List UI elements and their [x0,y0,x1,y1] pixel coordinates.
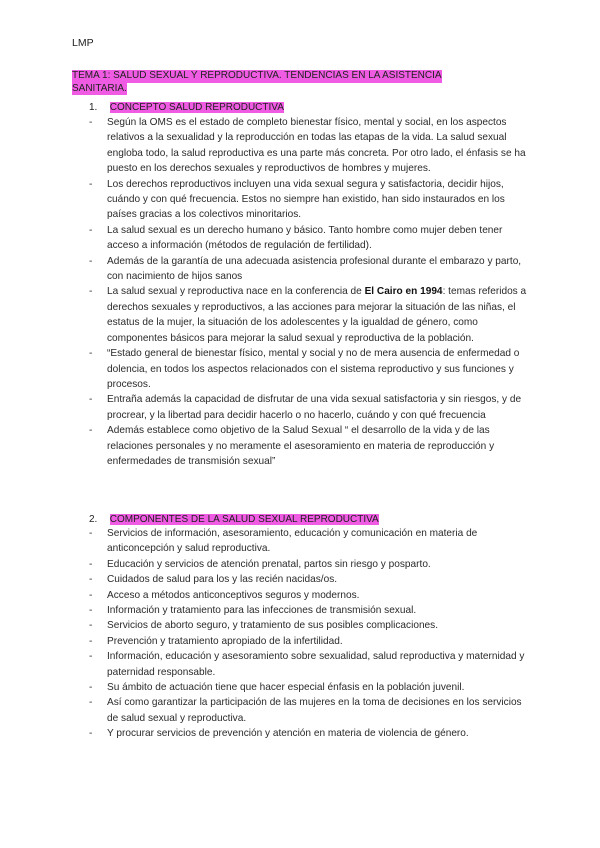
list-item [89,254,529,285]
bullet-dash: - [89,728,93,740]
list-item [89,423,529,469]
list-item [89,634,529,649]
list-item [89,223,529,254]
bullet-dash: - [89,697,93,709]
bullet-dash: - [89,635,93,647]
bullet-dash: - [89,651,93,663]
list-item-text: Información, educación y asesoramiento sobre sexualidad, salud reproductiva y maternidad y paternidad responsable. [107,651,525,678]
bullet-dash: - [89,605,93,617]
list-item-text: Prevención y tratamiento apropiado de la infertilidad. [107,635,343,647]
bullet-dash: - [89,574,93,586]
list-item-text: “Estado general de bienestar físico, mental y social y no de mera ausencia de enfermedad o dolencia, en todos los aspectos relacionados con el sistema reproductivo y sus funciones y procesos. [107,348,520,390]
list-item [89,115,529,177]
list-item [89,177,529,223]
list-item [89,726,529,741]
bullet-dash: - [89,620,93,632]
title-line-2: SANITARIA. [72,82,127,94]
list-item-text-after: : temas referidos a derechos sexuales y reproductivos, a las acciones para mejorar la situación de las niñas, el estatus de la mujer, la situación de los adolescentes y la igualdad de género, como componentes básicos para mejorar la salud sexual y reproductiva de la población. [107,286,527,344]
section-2-title: COMPONENTES DE LA SALUD SEXUAL REPRODUCTIVA [109,514,379,525]
list-item-text: Y procurar servicios de prevención y atención en materia de violencia de género. [107,728,469,740]
list-item [89,346,529,392]
section-2-number: 2. [89,514,98,525]
bullet-dash: - [89,255,93,267]
document-title [72,70,492,95]
list-item-text: Acceso a métodos anticonceptivos seguros y modernos. [107,589,360,601]
list-item [89,680,529,695]
bullet-dash: - [89,425,93,437]
list-item-text: Así como garantizar la participación de las mujeres en la toma de decisiones en los servicios de salud sexual y reproductiva. [107,697,522,724]
section-1-number: 1. [89,102,98,113]
list-item [89,572,529,587]
bullet-dash: - [89,348,93,360]
list-item-text: Su ámbito de actuación tiene que hacer especial énfasis en la población juvenil. [107,682,465,694]
bullet-dash: - [89,117,93,128]
section-2-list [89,526,529,742]
list-item [89,284,529,346]
page-header-initials: LMP [72,37,94,49]
list-item-text: Educación y servicios de atención prenatal, partos sin riesgo y posparto. [107,558,431,570]
section-1-heading [89,101,284,114]
list-item-bold-text: El Cairo en 1994 [364,286,443,298]
list-item [89,557,529,572]
bullet-dash: - [89,286,93,298]
list-item-text: La salud sexual es un derecho humano y básico. Tanto hombre como mujer deben tener acceso a información (métodos de regulación de fertilidad). [107,224,503,252]
list-item [89,526,529,557]
list-item [89,618,529,633]
list-item-text: Según la OMS es el estado de completo bienestar físico, mental y social, en los aspectos relativos a la sexualidad y la reproducción en todas las etapas de la vida. La salud sexual engloba todo, la salud reproductiva es una parte más concreta. Por otro lado, el énfasis se ha puesto en los derechos sexuales y reproductivos de hombres y mujeres. [107,117,526,175]
bullet-dash: - [89,178,93,190]
title-line-1: TEMA 1: SALUD SEXUAL Y REPRODUCTIVA. TENDENCIAS EN LA ASISTENCIA [72,70,442,81]
bullet-dash: - [89,394,93,406]
list-item-text: Además de la garantía de una adecuada asistencia profesional durante el embarazo y parto, con nacimiento de hijos sanos [107,255,522,283]
list-item-text: Cuidados de salud para los y las recién nacidas/os. [107,574,338,586]
list-item-text: Información y tratamiento para las infecciones de transmisión sexual. [107,605,417,617]
list-item-text: Servicios de información, asesoramiento, educación y comunicación en materia de anticoncepción y salud reproductiva. [107,528,478,555]
bullet-dash: - [89,682,93,694]
list-item [89,392,529,423]
section-1-title: CONCEPTO SALUD REPRODUCTIVA [109,102,284,113]
bullet-dash: - [89,224,93,236]
bullet-dash: - [89,558,93,570]
list-item [89,603,529,618]
list-item [89,588,529,603]
section-2-heading [89,513,379,526]
section-1-list [89,115,529,469]
bullet-dash: - [89,589,93,601]
list-item-text: Entraña además la capacidad de disfrutar de una vida sexual satisfactoria y sin riesgos, y de procrear, y la libertad para decidir hacerlo o no hacerlo, cuándo y con qué frecuencia [107,394,522,421]
list-item [89,649,529,680]
bullet-dash: - [89,528,93,539]
list-item [89,695,529,726]
list-item-text: Los derechos reproductivos incluyen una vida sexual segura y satisfactoria, decidir hijos, cuándo y con qué frecuencia. Estos no siempre han existido, han sido instaurados en los países gracias a los colectivos minoritarios. [107,178,505,221]
list-item-text-before: La salud sexual y reproductiva nace en la conferencia de [107,286,365,298]
list-item-text: Además establece como objetivo de la Salud Sexual “ el desarrollo de la vida y de las relaciones personales y no meramente el asesoramiento en materia de reproducción y enfermedades de transmisión sexual” [107,425,495,467]
list-item-text: Servicios de aborto seguro, y tratamiento de sus posibles complicaciones. [107,620,439,632]
